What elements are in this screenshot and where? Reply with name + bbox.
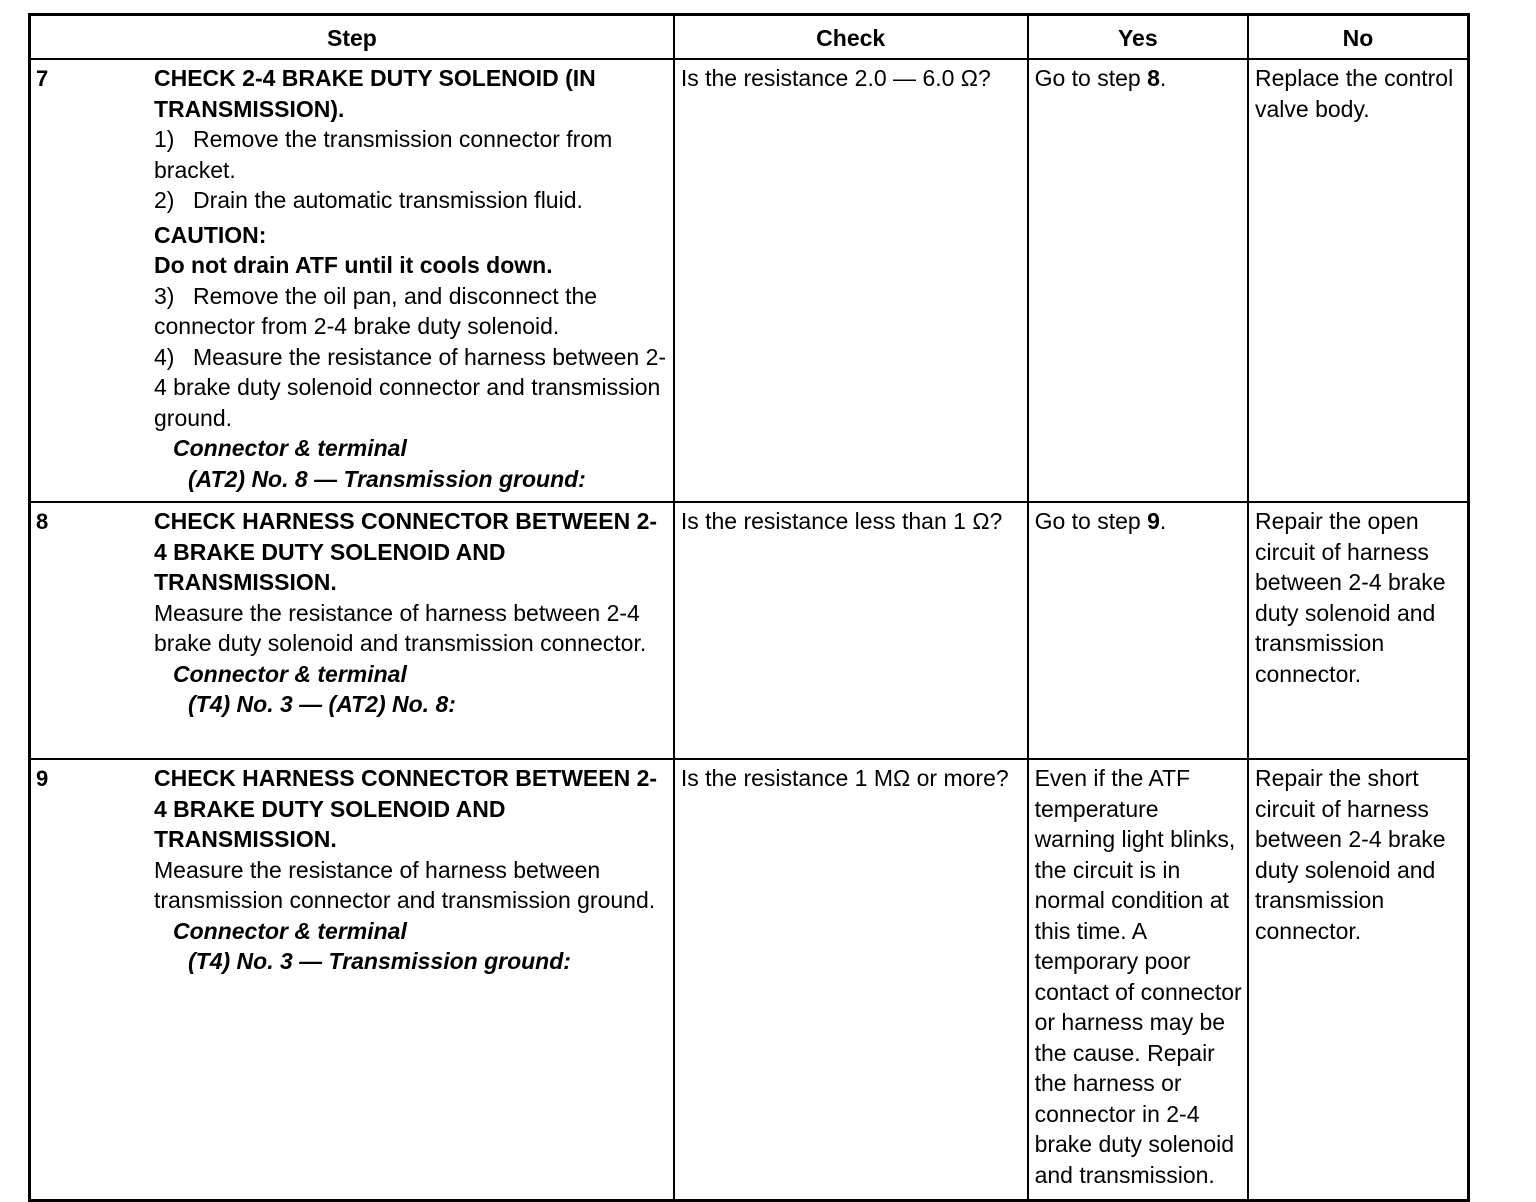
step-title: CHECK 2-4 BRAKE DUTY SOLENOID (IN TRANSMISSION). — [154, 65, 596, 122]
connector-label: Connector & terminal — [173, 435, 407, 461]
connector-label: Connector & terminal — [173, 660, 407, 687]
yes-step-link: 9 — [1147, 508, 1160, 534]
step-number: 8 — [36, 509, 49, 534]
table-row — [30, 502, 1469, 759]
substep-number: 2) — [154, 187, 175, 213]
step-cell — [30, 59, 674, 502]
substep — [154, 342, 669, 434]
substep-text: Measure the resistance of harness between 2-4 brake duty solenoid connector and transmission ground. — [154, 343, 667, 431]
step-title: CHECK HARNESS CONNECTOR BETWEEN 2-4 BRAKE DUTY SOLENOID AND TRANSMISSION. — [154, 508, 658, 595]
header-yes: Yes — [1028, 15, 1248, 60]
step-body — [154, 760, 673, 981]
yes-step-link: 8 — [1147, 65, 1160, 91]
diagnostic-table — [28, 13, 1470, 1202]
step-body — [154, 60, 673, 498]
yes-cell — [1028, 502, 1248, 759]
no-cell: Replace the control valve body. — [1248, 59, 1468, 502]
substep-text: Remove the transmission connector from bracket. — [154, 126, 613, 183]
step-description: Measure the resistance of harness between transmission connector and transmission ground. — [154, 856, 656, 913]
caution-label: CAUTION: — [154, 221, 267, 248]
yes-suffix: . — [1159, 65, 1167, 91]
connector-value: (T4) No. 3 — Transmission ground: — [188, 948, 571, 974]
step-number: 9 — [36, 766, 49, 791]
yes-cell: Even if the ATF temperature warning light blinks, the circuit is in normal condition at this time. A temporary poor contact of connector or harness may be the cause. Repair the harness or connector in 2-4 brake duty solenoid and transmission. — [1028, 759, 1248, 1201]
yes-cell — [1028, 59, 1248, 502]
check-cell: Is the resistance 2.0 — 6.0 Ω? — [674, 59, 1028, 502]
no-cell: Repair the short circuit of harness between 2-4 brake duty solenoid and transmission connector. — [1248, 759, 1468, 1201]
substep-number: 3) — [154, 282, 175, 309]
header-step: Step — [30, 15, 674, 60]
no-cell: Repair the open circuit of harness between 2-4 brake duty solenoid and transmission connector. — [1248, 502, 1468, 759]
header-no: No — [1248, 15, 1468, 60]
table-header-row — [30, 15, 1469, 60]
table-row — [30, 759, 1469, 1201]
caution-text: Do not drain ATF until it cools down. — [154, 252, 553, 278]
step-cell — [30, 759, 674, 1201]
step-body — [154, 503, 673, 724]
substep — [154, 281, 669, 342]
step-description: Measure the resistance of harness between 2-4 brake duty solenoid and transmission connector. — [154, 599, 647, 656]
substep-text: Drain the automatic transmission fluid. — [193, 187, 583, 213]
header-check: Check — [674, 15, 1028, 60]
step-cell — [30, 502, 674, 759]
yes-suffix: . — [1159, 508, 1167, 534]
step-number: 7 — [36, 66, 49, 91]
substep-number: 1) — [154, 126, 175, 152]
connector-label: Connector & terminal — [173, 917, 407, 944]
connector-value: (T4) No. 3 — (AT2) No. 8: — [188, 691, 456, 717]
table-row — [30, 59, 1469, 502]
substep — [154, 185, 669, 216]
yes-prefix: Go to step — [1034, 65, 1148, 91]
yes-prefix: Go to step — [1034, 508, 1148, 534]
substep-text: Remove the oil pan, and disconnect the connector from 2-4 brake duty solenoid. — [154, 282, 598, 339]
step-title: CHECK HARNESS CONNECTOR BETWEEN 2-4 BRAKE DUTY SOLENOID AND TRANSMISSION. — [154, 765, 658, 852]
substep — [154, 124, 669, 185]
check-cell: Is the resistance less than 1 Ω? — [674, 502, 1028, 759]
substep-number: 4) — [154, 343, 175, 370]
connector-value: (AT2) No. 8 — Transmission ground: — [188, 465, 586, 492]
check-cell: Is the resistance 1 MΩ or more? — [674, 759, 1028, 1201]
